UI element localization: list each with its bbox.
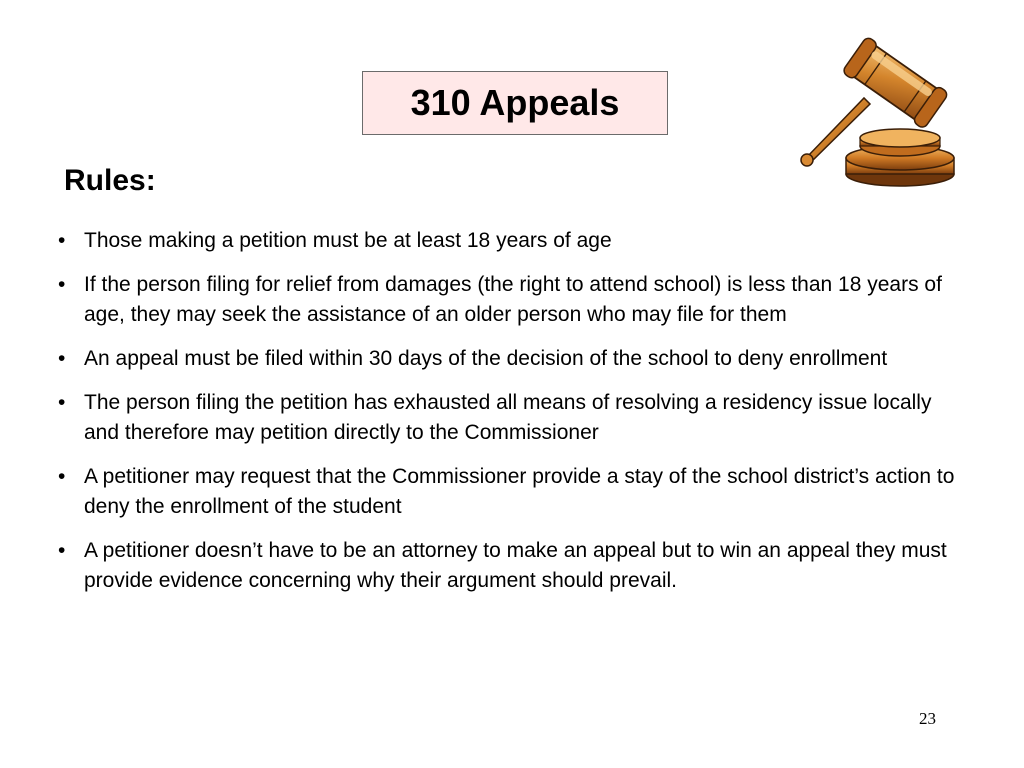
section-heading: Rules:: [64, 164, 156, 197]
rules-list: [58, 226, 958, 610]
gavel-icon: [796, 26, 956, 192]
rule-text: The person filing the petition has exhausted all means of resolving a residency issue locally and therefore may petition directly to the Commissioner: [84, 391, 932, 444]
title-box: [362, 71, 668, 135]
rule-item: [58, 226, 958, 256]
rule-item: [58, 270, 958, 330]
rule-text: Those making a petition must be at least 18 years of age: [84, 229, 612, 252]
bullet-icon: •: [58, 229, 66, 252]
rule-text: A petitioner doesn’t have to be an attorney to make an appeal but to win an appeal they must provide evidence concerning why their argument should prevail.: [84, 539, 947, 592]
bullet-icon: •: [58, 273, 66, 296]
rule-text: An appeal must be filed within 30 days of the decision of the school to deny enrollment: [84, 347, 888, 370]
rule-item: [58, 536, 958, 596]
bullet-icon: •: [58, 391, 66, 414]
bullet-icon: •: [58, 347, 66, 370]
rule-item: [58, 388, 958, 448]
rule-text: A petitioner may request that the Commissioner provide a stay of the school district’s action to deny the enrollment of the student: [84, 465, 955, 518]
page-number: 23: [919, 709, 936, 728]
slide-title: 310 Appeals: [410, 82, 620, 123]
bullet-icon: •: [58, 539, 66, 562]
rule-item: [58, 462, 958, 522]
bullet-icon: •: [58, 465, 66, 488]
rule-text: If the person filing for relief from damages (the right to attend school) is less than 18 years of age, they may seek the assistance of an older person who may file for them: [84, 273, 942, 326]
rule-item: [58, 344, 958, 374]
